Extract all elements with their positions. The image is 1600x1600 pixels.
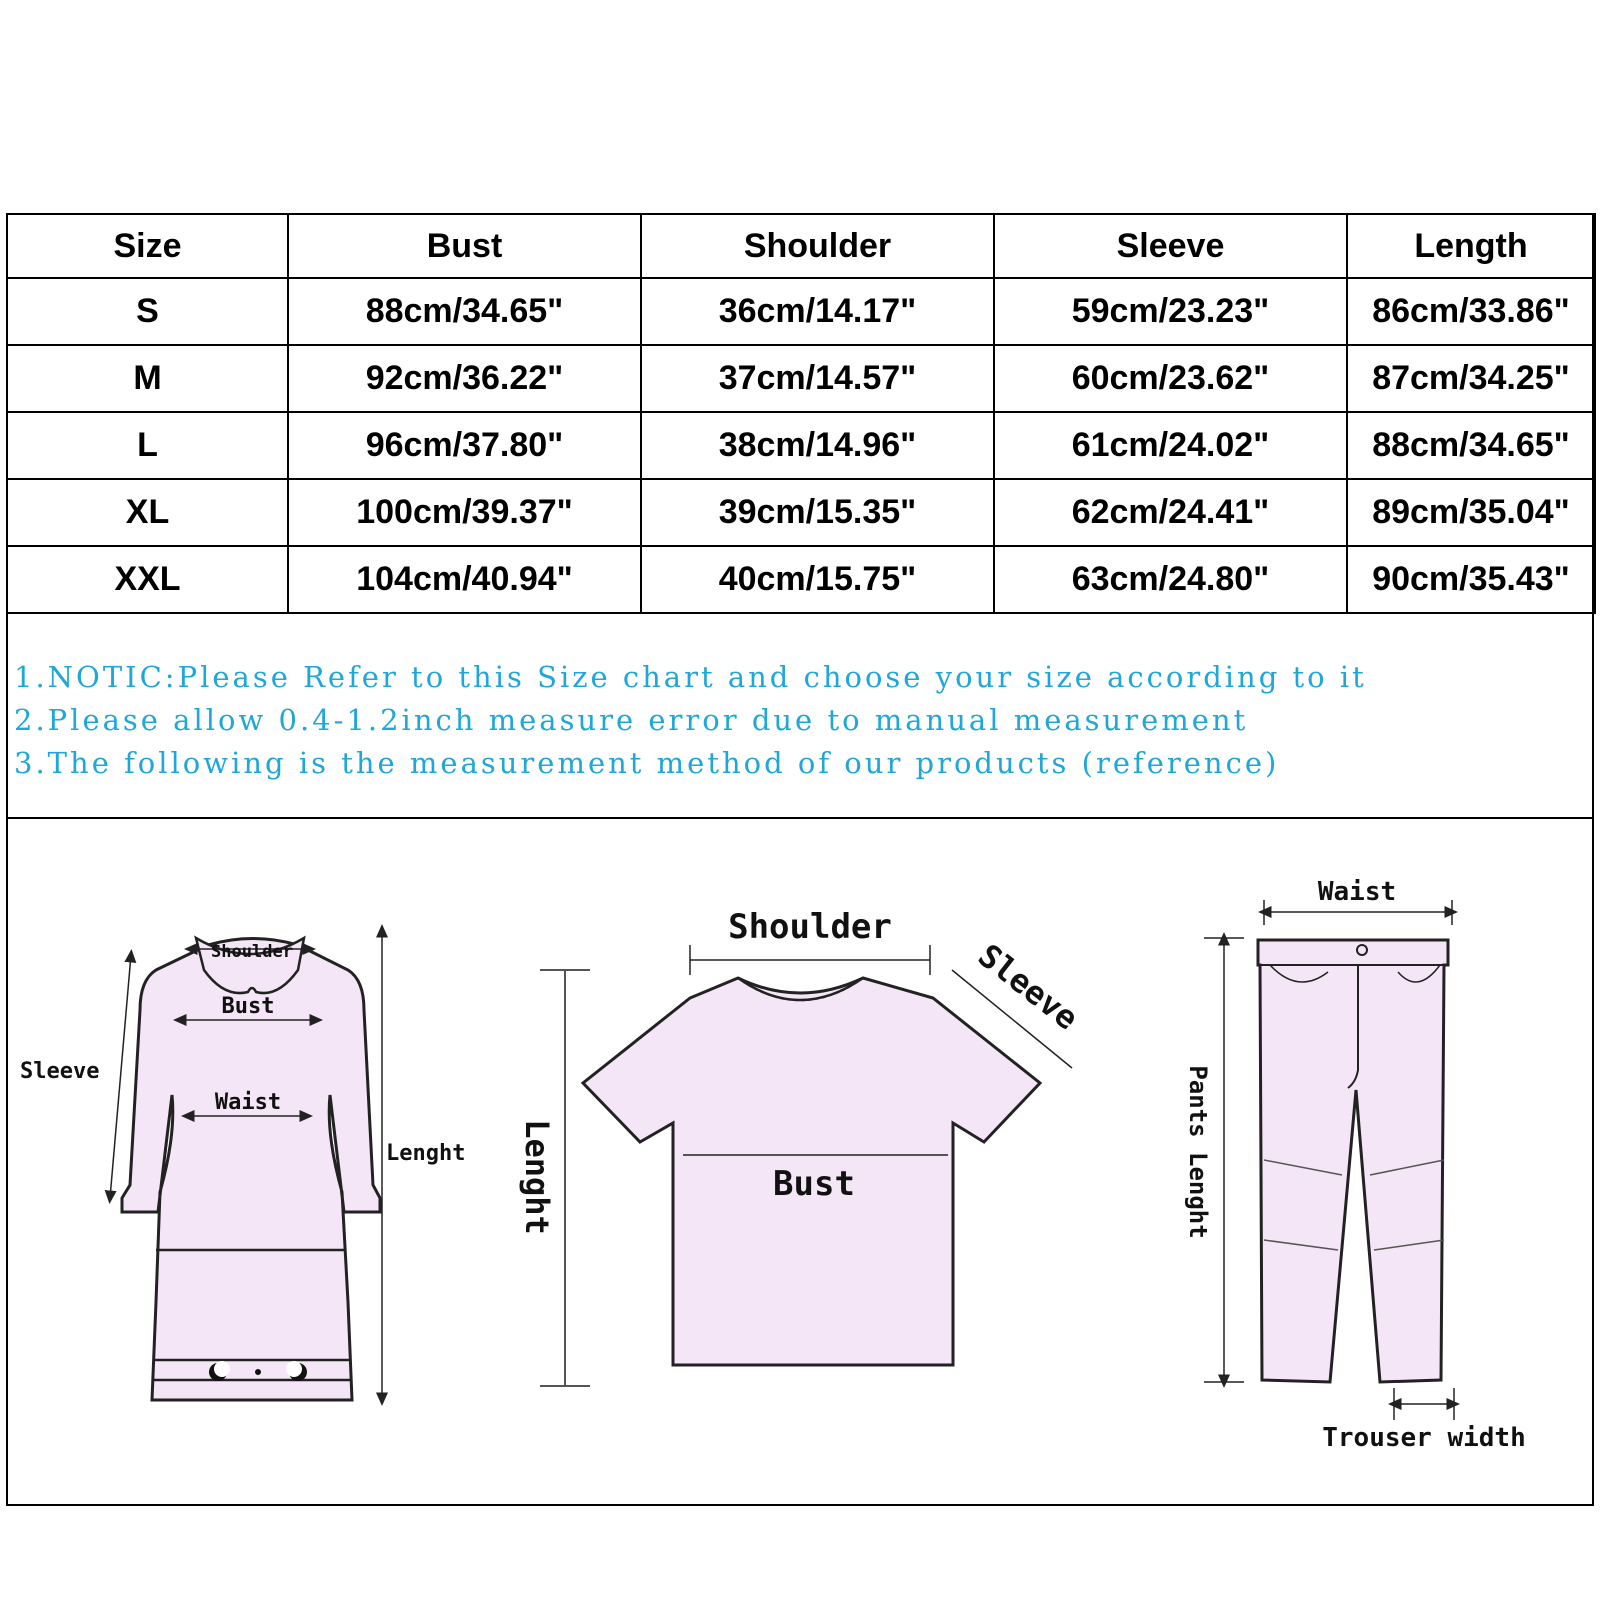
- cell-sleeve: 61cm/24.02": [994, 412, 1347, 479]
- table-row: [7, 546, 1595, 613]
- dress-shoulder-label: Shoulder: [211, 942, 293, 962]
- dress-waist-label: Waist: [214, 1090, 282, 1115]
- cell-sleeve: 63cm/24.80": [994, 546, 1347, 613]
- cell-length: 86cm/33.86": [1347, 278, 1595, 345]
- cell-length: 89cm/35.04": [1347, 479, 1595, 546]
- cell-shoulder: 40cm/15.75": [641, 546, 994, 613]
- header-shoulder: Shoulder: [641, 214, 994, 278]
- note-line-1: 1.NOTIC:Please Refer to this Size chart and choose your size according to it: [14, 660, 1367, 694]
- header-bust: Bust: [288, 214, 641, 278]
- table-row: [7, 278, 1595, 345]
- header-length: Length: [1347, 214, 1595, 278]
- note-line-3: 3.The following is the measurement method of our products (reference): [14, 746, 1280, 780]
- table-header-row: [7, 214, 1595, 278]
- tshirt-shoulder-label: Shoulder: [728, 907, 892, 947]
- cell-bust: 92cm/36.22": [288, 345, 641, 412]
- note-line-2: 2.Please allow 0.4-1.2inch measure error due to manual measurement: [14, 703, 1249, 737]
- cell-shoulder: 39cm/15.35": [641, 479, 994, 546]
- cell-bust: 96cm/37.80": [288, 412, 641, 479]
- cell-shoulder: 37cm/14.57": [641, 345, 994, 412]
- cell-sleeve: 60cm/23.62": [994, 345, 1347, 412]
- pants-waist-label: Waist: [1317, 877, 1397, 907]
- notes-divider: [6, 817, 1594, 819]
- cell-size: XL: [7, 479, 288, 546]
- size-table: [6, 213, 1596, 614]
- header-sleeve: Sleeve: [994, 214, 1347, 278]
- tshirt-bust-label: Bust: [773, 1164, 855, 1204]
- cell-length: 90cm/35.43": [1347, 546, 1595, 613]
- cell-sleeve: 59cm/23.23": [994, 278, 1347, 345]
- dress-length-label: Lenght: [386, 1141, 466, 1166]
- pants-body: [1258, 940, 1448, 1382]
- tshirt-length-label: Lenght: [518, 1119, 556, 1235]
- pants-diagram: [1184, 877, 1526, 1453]
- tshirt-diagram: [518, 907, 1086, 1386]
- table-row: [7, 345, 1595, 412]
- cell-bust: 88cm/34.65": [288, 278, 641, 345]
- cell-bust: 104cm/40.94": [288, 546, 641, 613]
- cell-sleeve: 62cm/24.41": [994, 479, 1347, 546]
- cell-shoulder: 36cm/14.17": [641, 278, 994, 345]
- size-notes: [14, 656, 1367, 785]
- pants-trouser-width-label: Trouser width: [1322, 1423, 1526, 1453]
- tshirt-sleeve-label: Sleeve: [971, 936, 1086, 1038]
- table-row: [7, 479, 1595, 546]
- table-row: [7, 412, 1595, 479]
- cell-bust: 100cm/39.37": [288, 479, 641, 546]
- dress-diagram: [20, 930, 465, 1400]
- dress-sleeve-label: Sleeve: [20, 1059, 100, 1084]
- header-size: Size: [7, 214, 288, 278]
- cell-size: M: [7, 345, 288, 412]
- cell-length: 87cm/34.25": [1347, 345, 1595, 412]
- cell-length: 88cm/34.65": [1347, 412, 1595, 479]
- dress-bust-label: Bust: [221, 994, 275, 1019]
- cell-size: S: [7, 278, 288, 345]
- measurement-diagrams: [8, 820, 1592, 1504]
- pants-length-label: Pants Lenght: [1184, 1065, 1212, 1239]
- cell-shoulder: 38cm/14.96": [641, 412, 994, 479]
- cell-size: L: [7, 412, 288, 479]
- cell-size: XXL: [7, 546, 288, 613]
